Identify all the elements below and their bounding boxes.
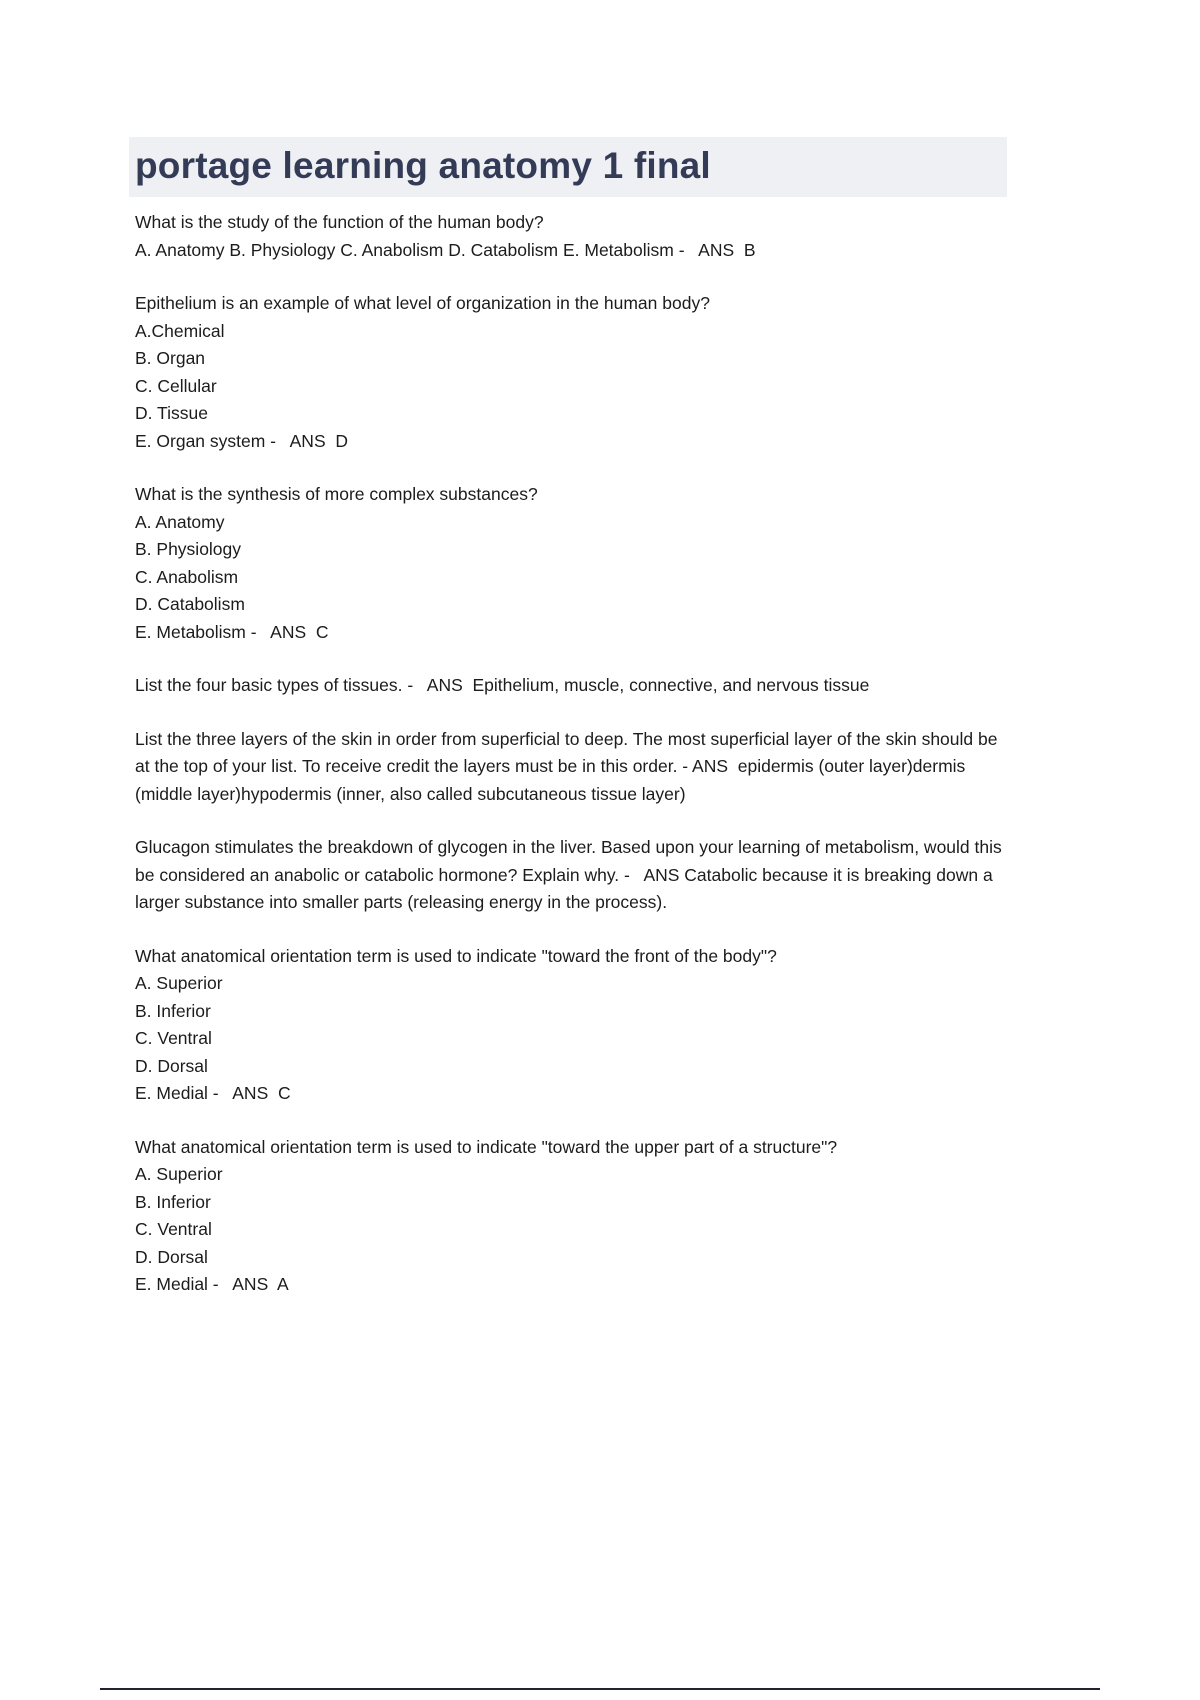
text-line: E. Organ system - ANS D [135,430,348,451]
question-block [135,672,1007,700]
question-block [135,726,1007,809]
document-page [135,137,1007,1325]
question-block [135,290,1007,455]
text-line: D. Catabolism [135,594,245,614]
text-line: What is the synthesis of more complex substances? [135,484,538,504]
text-line: D. Dorsal [135,1055,208,1076]
question-block [135,943,1007,1108]
text-line: E. Medial - ANS A [135,1274,289,1294]
text-line: Glucagon stimulates the breakdown of glycogen in the liver. Based upon your learning of metabolism, would this be considered an anabolic or catabolic hormone? Explain why. - ANS Catabolic because it is breaking down a larger substance into smaller parts (releasing energy in the process). [135,837,1007,912]
text-line: D. Tissue [135,403,208,423]
question-block [135,834,1007,917]
text-line: A. Superior [135,1164,223,1184]
text-line: C. Ventral [135,1219,212,1239]
page-title: portage learning anatomy 1 final [129,137,1007,197]
text-line: A. Anatomy [135,511,225,532]
text-line: B. Inferior [135,1000,211,1021]
question-block [135,481,1007,646]
text-line: A. Anatomy B. Physiology C. Anabolism D. Catabolism E. Metabolism - ANS B [135,239,756,260]
text-line: B. Physiology [135,539,242,559]
question-block [135,209,1007,264]
text-line: What anatomical orientation term is used to indicate "toward the front of the body"? [135,945,777,966]
text-line: A. Superior [135,973,223,993]
text-line: C. Anabolism [135,566,239,587]
text-line: What anatomical orientation term is used to indicate "toward the upper part of a structure"? [135,1136,838,1157]
text-line: D. Dorsal [135,1246,208,1267]
text-line: List the three layers of the skin in order from superficial to deep. The most superficial layer of the skin should be at the top of your list. To receive credit the layers must be in this order. - ANS epidermis (outer layer)dermis (middle layer)hypodermis (inner, also called subcutaneous tissue layer) [135,728,1003,804]
text-line: E. Medial - ANS C [135,1083,291,1103]
text-line: Epithelium is an example of what level of organization in the human body? [135,293,710,313]
question-block [135,1134,1007,1299]
text-line: E. Metabolism - ANS C [135,621,329,642]
text-line: C. Cellular [135,375,217,396]
text-line: B. Inferior [135,1191,211,1212]
text-line: A.Chemical [135,320,225,341]
text-line: List the four basic types of tissues. - ANS Epithelium, muscle, connective, and nervous tissue [135,675,870,695]
text-line: What is the study of the function of the human body? [135,212,544,232]
text-line: C. Ventral [135,1028,212,1048]
document-body [135,209,1007,1299]
bottom-divider [100,1688,1100,1690]
text-line: B. Organ [135,348,206,368]
